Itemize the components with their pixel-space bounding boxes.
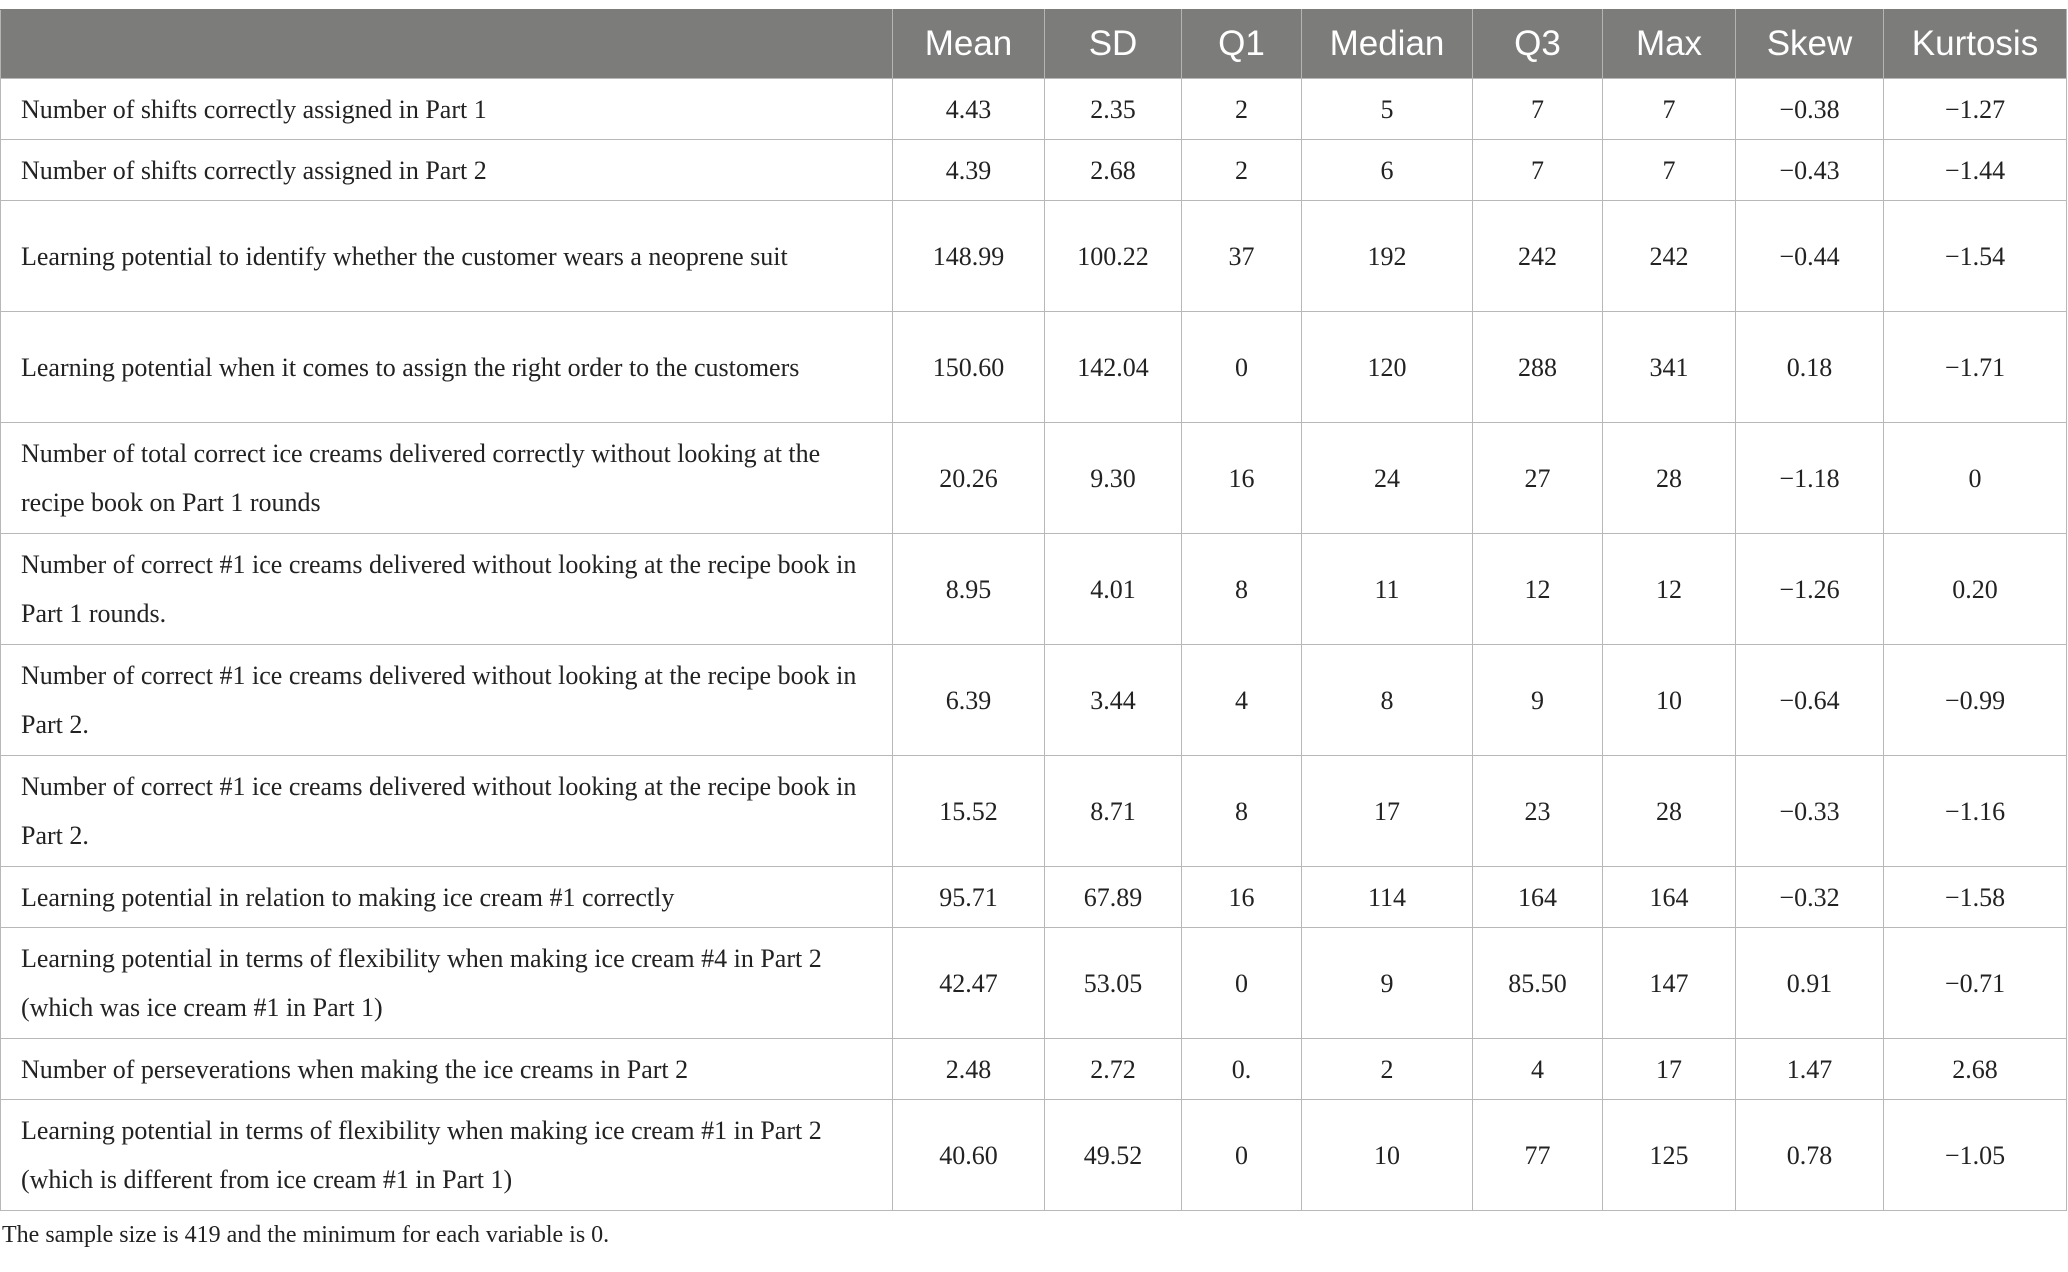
cell-q3: 12 — [1473, 534, 1603, 645]
cell-max: 28 — [1603, 423, 1736, 534]
cell-median: 9 — [1302, 928, 1473, 1039]
row-label: Learning potential in relation to making ice cream #1 correctly — [1, 867, 893, 928]
table-row — [1, 1039, 2067, 1100]
table-row — [1, 312, 2067, 423]
cell-mean: 2.48 — [893, 1039, 1045, 1100]
cell-median: 2 — [1302, 1039, 1473, 1100]
cell-kurtosis: 2.68 — [1884, 1039, 2067, 1100]
cell-sd: 2.68 — [1045, 140, 1182, 201]
cell-skew: −1.18 — [1736, 423, 1884, 534]
cell-sd: 67.89 — [1045, 867, 1182, 928]
cell-q3: 77 — [1473, 1100, 1603, 1211]
descriptive-statistics-table — [0, 9, 2067, 1211]
cell-sd: 142.04 — [1045, 312, 1182, 423]
cell-median: 11 — [1302, 534, 1473, 645]
cell-q1: 16 — [1182, 867, 1302, 928]
cell-sd: 53.05 — [1045, 928, 1182, 1039]
cell-max: 147 — [1603, 928, 1736, 1039]
cell-skew: −0.44 — [1736, 201, 1884, 312]
cell-kurtosis: −1.16 — [1884, 756, 2067, 867]
cell-skew: −0.38 — [1736, 79, 1884, 140]
cell-q1: 2 — [1182, 79, 1302, 140]
cell-mean: 4.39 — [893, 140, 1045, 201]
table-row — [1, 534, 2067, 645]
cell-mean: 40.60 — [893, 1100, 1045, 1211]
cell-mean: 150.60 — [893, 312, 1045, 423]
cell-q1: 37 — [1182, 201, 1302, 312]
cell-max: 17 — [1603, 1039, 1736, 1100]
row-label: Number of correct #1 ice creams delivered without looking at the recipe book in Part 2. — [1, 756, 893, 867]
header-q3: Q3 — [1473, 10, 1603, 79]
table-header-row — [1, 10, 2067, 79]
cell-q3: 27 — [1473, 423, 1603, 534]
cell-sd: 100.22 — [1045, 201, 1182, 312]
cell-median: 8 — [1302, 645, 1473, 756]
table-row — [1, 201, 2067, 312]
header-mean: Mean — [893, 10, 1045, 79]
table-row — [1, 756, 2067, 867]
cell-max: 12 — [1603, 534, 1736, 645]
cell-skew: −1.26 — [1736, 534, 1884, 645]
cell-max: 164 — [1603, 867, 1736, 928]
cell-sd: 9.30 — [1045, 423, 1182, 534]
cell-skew: 0.78 — [1736, 1100, 1884, 1211]
table-row — [1, 79, 2067, 140]
cell-q1: 2 — [1182, 140, 1302, 201]
cell-kurtosis: −1.58 — [1884, 867, 2067, 928]
row-label: Learning potential when it comes to assign the right order to the customers — [1, 312, 893, 423]
cell-skew: 0.91 — [1736, 928, 1884, 1039]
cell-median: 17 — [1302, 756, 1473, 867]
cell-kurtosis: −1.44 — [1884, 140, 2067, 201]
table-row — [1, 645, 2067, 756]
row-label: Number of total correct ice creams delivered correctly without looking at the recipe book on Part 1 rounds — [1, 423, 893, 534]
row-label: Number of correct #1 ice creams delivered without looking at the recipe book in Part 1 rounds. — [1, 534, 893, 645]
cell-q3: 7 — [1473, 140, 1603, 201]
header-sd: SD — [1045, 10, 1182, 79]
cell-skew: −0.32 — [1736, 867, 1884, 928]
cell-max: 242 — [1603, 201, 1736, 312]
cell-sd: 3.44 — [1045, 645, 1182, 756]
header-max: Max — [1603, 10, 1736, 79]
cell-kurtosis: −1.05 — [1884, 1100, 2067, 1211]
cell-max: 7 — [1603, 140, 1736, 201]
cell-q1: 0. — [1182, 1039, 1302, 1100]
cell-mean: 148.99 — [893, 201, 1045, 312]
cell-median: 120 — [1302, 312, 1473, 423]
cell-median: 192 — [1302, 201, 1473, 312]
cell-max: 341 — [1603, 312, 1736, 423]
cell-mean: 6.39 — [893, 645, 1045, 756]
cell-sd: 2.35 — [1045, 79, 1182, 140]
cell-q3: 9 — [1473, 645, 1603, 756]
cell-skew: 0.18 — [1736, 312, 1884, 423]
cell-skew: −0.64 — [1736, 645, 1884, 756]
cell-skew: 1.47 — [1736, 1039, 1884, 1100]
cell-sd: 8.71 — [1045, 756, 1182, 867]
cell-q1: 4 — [1182, 645, 1302, 756]
cell-kurtosis: −1.54 — [1884, 201, 2067, 312]
cell-kurtosis: −0.99 — [1884, 645, 2067, 756]
header-q1: Q1 — [1182, 10, 1302, 79]
cell-q3: 242 — [1473, 201, 1603, 312]
statistics-table-container — [0, 9, 2068, 1211]
cell-q3: 4 — [1473, 1039, 1603, 1100]
cell-sd: 2.72 — [1045, 1039, 1182, 1100]
cell-median: 10 — [1302, 1100, 1473, 1211]
row-label: Number of shifts correctly assigned in Part 1 — [1, 79, 893, 140]
header-kurtosis: Kurtosis — [1884, 10, 2067, 79]
cell-max: 125 — [1603, 1100, 1736, 1211]
cell-q1: 0 — [1182, 312, 1302, 423]
cell-skew: −0.33 — [1736, 756, 1884, 867]
cell-max: 10 — [1603, 645, 1736, 756]
cell-q1: 0 — [1182, 928, 1302, 1039]
header-variable — [1, 10, 893, 79]
row-label: Learning potential in terms of flexibility when making ice cream #1 in Part 2 (which is different from ice cream #1 in Part 1) — [1, 1100, 893, 1211]
cell-mean: 8.95 — [893, 534, 1045, 645]
cell-median: 6 — [1302, 140, 1473, 201]
cell-sd: 4.01 — [1045, 534, 1182, 645]
table-row — [1, 928, 2067, 1039]
cell-q3: 288 — [1473, 312, 1603, 423]
row-label: Number of correct #1 ice creams delivered without looking at the recipe book in Part 2. — [1, 645, 893, 756]
cell-kurtosis: −1.71 — [1884, 312, 2067, 423]
cell-mean: 42.47 — [893, 928, 1045, 1039]
table-footnote: The sample size is 419 and the minimum for each variable is 0. — [2, 1222, 610, 1248]
cell-median: 24 — [1302, 423, 1473, 534]
table-row — [1, 1100, 2067, 1211]
cell-q1: 16 — [1182, 423, 1302, 534]
cell-q3: 164 — [1473, 867, 1603, 928]
row-label: Number of shifts correctly assigned in Part 2 — [1, 140, 893, 201]
cell-q3: 23 — [1473, 756, 1603, 867]
row-label: Learning potential in terms of flexibility when making ice cream #4 in Part 2 (which was ice cream #1 in Part 1) — [1, 928, 893, 1039]
cell-kurtosis: 0 — [1884, 423, 2067, 534]
cell-mean: 4.43 — [893, 79, 1045, 140]
table-row — [1, 140, 2067, 201]
cell-q1: 8 — [1182, 756, 1302, 867]
row-label: Number of perseverations when making the ice creams in Part 2 — [1, 1039, 893, 1100]
cell-q1: 0 — [1182, 1100, 1302, 1211]
cell-sd: 49.52 — [1045, 1100, 1182, 1211]
cell-kurtosis: 0.20 — [1884, 534, 2067, 645]
cell-max: 7 — [1603, 79, 1736, 140]
header-median: Median — [1302, 10, 1473, 79]
cell-q3: 85.50 — [1473, 928, 1603, 1039]
cell-median: 5 — [1302, 79, 1473, 140]
cell-mean: 15.52 — [893, 756, 1045, 867]
cell-q3: 7 — [1473, 79, 1603, 140]
cell-kurtosis: −1.27 — [1884, 79, 2067, 140]
table-row — [1, 867, 2067, 928]
cell-max: 28 — [1603, 756, 1736, 867]
header-skew: Skew — [1736, 10, 1884, 79]
cell-q1: 8 — [1182, 534, 1302, 645]
row-label: Learning potential to identify whether the customer wears a neoprene suit — [1, 201, 893, 312]
cell-kurtosis: −0.71 — [1884, 928, 2067, 1039]
cell-mean: 95.71 — [893, 867, 1045, 928]
table-row — [1, 423, 2067, 534]
cell-median: 114 — [1302, 867, 1473, 928]
cell-skew: −0.43 — [1736, 140, 1884, 201]
cell-mean: 20.26 — [893, 423, 1045, 534]
